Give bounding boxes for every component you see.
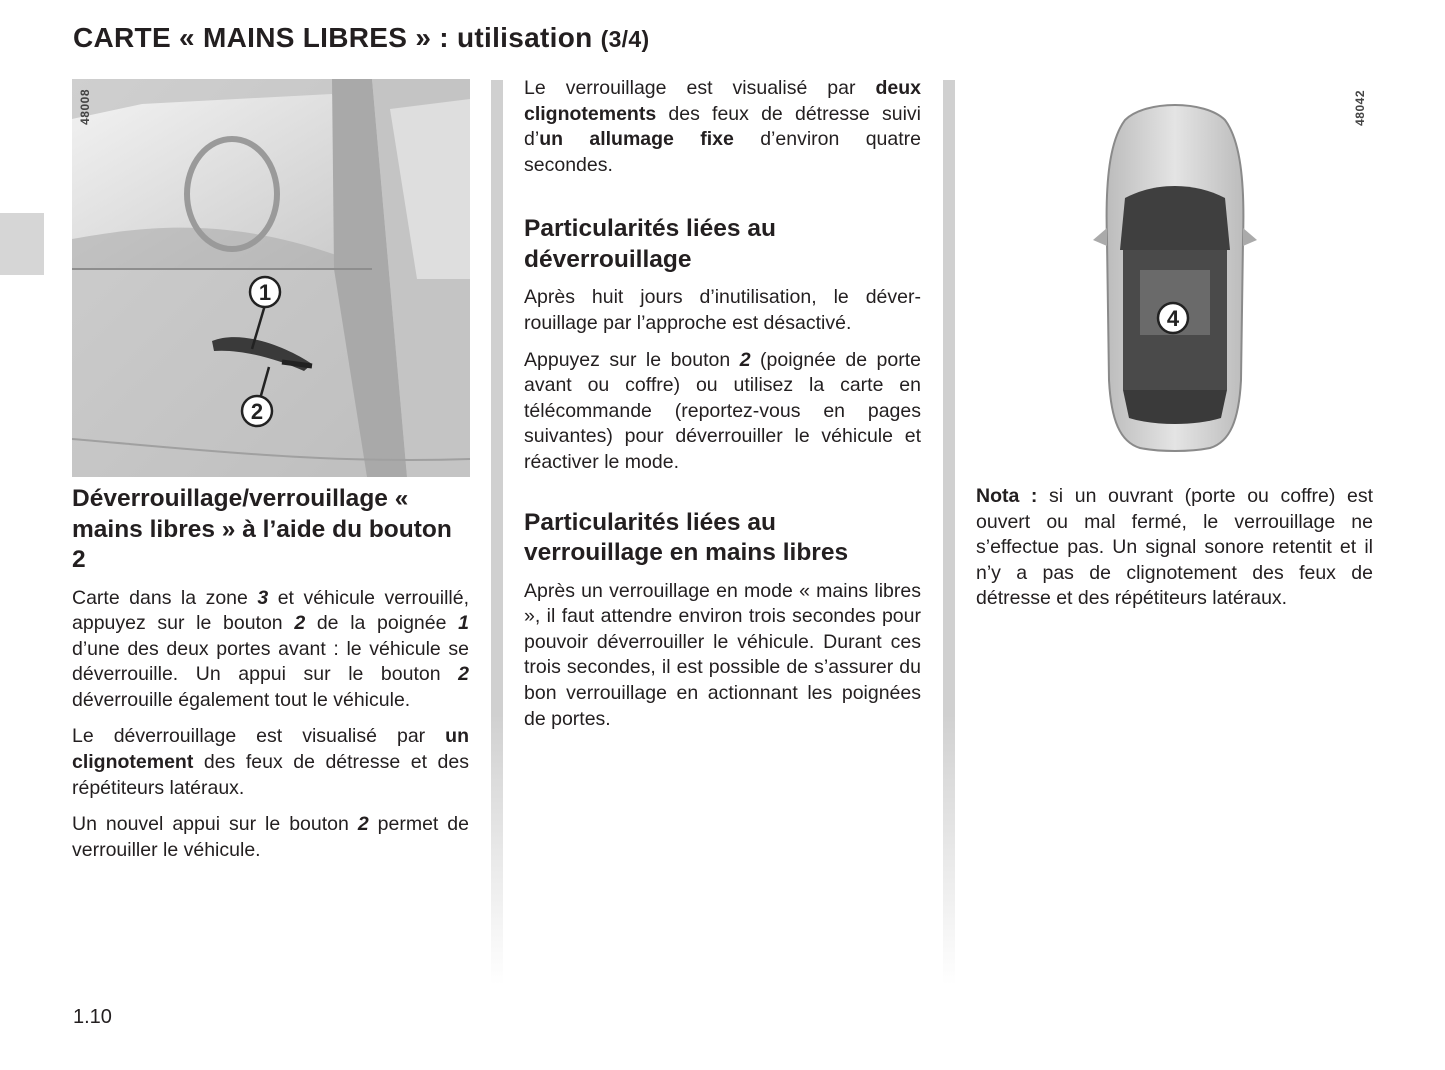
paragraph-nota: Nota : si un ouvrant (porte ou coffre) est ouvert ou mal fermé, le verrouillage ne s’effectue pas. Un signal sonore retentit et il n’y a pas de clignotement des feux de détresse et des répétiteurs latéraux. <box>976 485 1373 610</box>
paragraph-unlock-instructions: Carte dans la zone 3 et véhicule verrouillé, appuyez sur le bouton 2 de la poignée 1 d’une des deux portes avant : le véhicule se déverrouille. Un appui sur le bouton 2 déverrouille également tout le véhicule. <box>72 586 469 711</box>
door-handle-drawing <box>72 79 470 477</box>
door-handle-illustration <box>72 79 470 477</box>
figure-ref-car-top: 48042 <box>1353 90 1367 126</box>
page-number: 1.10 <box>73 1006 112 1028</box>
page-title <box>73 22 649 54</box>
column-left <box>72 484 469 874</box>
page-title-text: CARTE « MAINS LIBRES » : utilisation <box>73 22 593 53</box>
section-heading-lock-specifics: Particularités liées au verrouillage en mains libres <box>524 508 849 567</box>
svg-text:4: 4 <box>1166 306 1180 331</box>
nota-label: Nota : <box>976 485 1038 507</box>
column-middle <box>524 76 921 743</box>
paragraph-unlock-deactivation: Après huit jours d’inutilisation, le déverrouillage par l’approche est désactivé. <box>524 286 921 334</box>
car-top-view-illustration <box>975 80 1373 478</box>
paragraph-lock-signal: Le verrouillage est visualisé par deux clignotements des feux de détresse suivi d’un allumage fixe d’environ quatre secondes. <box>524 77 921 176</box>
page-title-suffix: (3/4) <box>600 26 650 52</box>
callout-4 <box>1158 303 1188 333</box>
car-top-view-drawing <box>975 80 1373 478</box>
callout-2 <box>242 396 272 426</box>
paragraph-unlock-reactivation: Appuyez sur le bouton 2 (poignée de porte avant ou coffre) ou utilisez la carte en télécommande (reportez-vous en pages suivantes) pour déverrouiller le véhicule et réactiver le mode. <box>524 348 921 473</box>
svg-text:1: 1 <box>258 280 272 305</box>
column-divider-left <box>491 80 503 985</box>
paragraph-lock-delay: Après un verrouillage en mode « mains libres », il faut attendre environ trois secondes pour pouvoir déverrouiller le véhicule. Durant ces trois secondes, il est possible de s’assurer du bon verrouillage en actionnant les poignées de portes. <box>524 579 921 730</box>
section-heading-handsfree: Déverrouillage/verrouillage « mains libres » à l’aide du bouton 2 <box>72 485 452 573</box>
chapter-side-tab <box>0 213 44 275</box>
column-right <box>976 484 1373 623</box>
column-divider-right <box>943 80 955 985</box>
section-heading-unlock-specifics: Particularités liées au déverrouillage <box>524 215 776 273</box>
paragraph-lock-instructions: Un nouvel appui sur le bouton 2 permet de verrouiller le véhicule. <box>72 813 469 861</box>
figure-ref-door: 48008 <box>78 89 92 125</box>
paragraph-unlock-signal: Le déverrouillage est visualisé par un clignotement des feux de détresse et des répétiteurs latéraux. <box>72 725 469 799</box>
svg-text:2: 2 <box>250 399 264 424</box>
callout-1 <box>250 277 280 307</box>
